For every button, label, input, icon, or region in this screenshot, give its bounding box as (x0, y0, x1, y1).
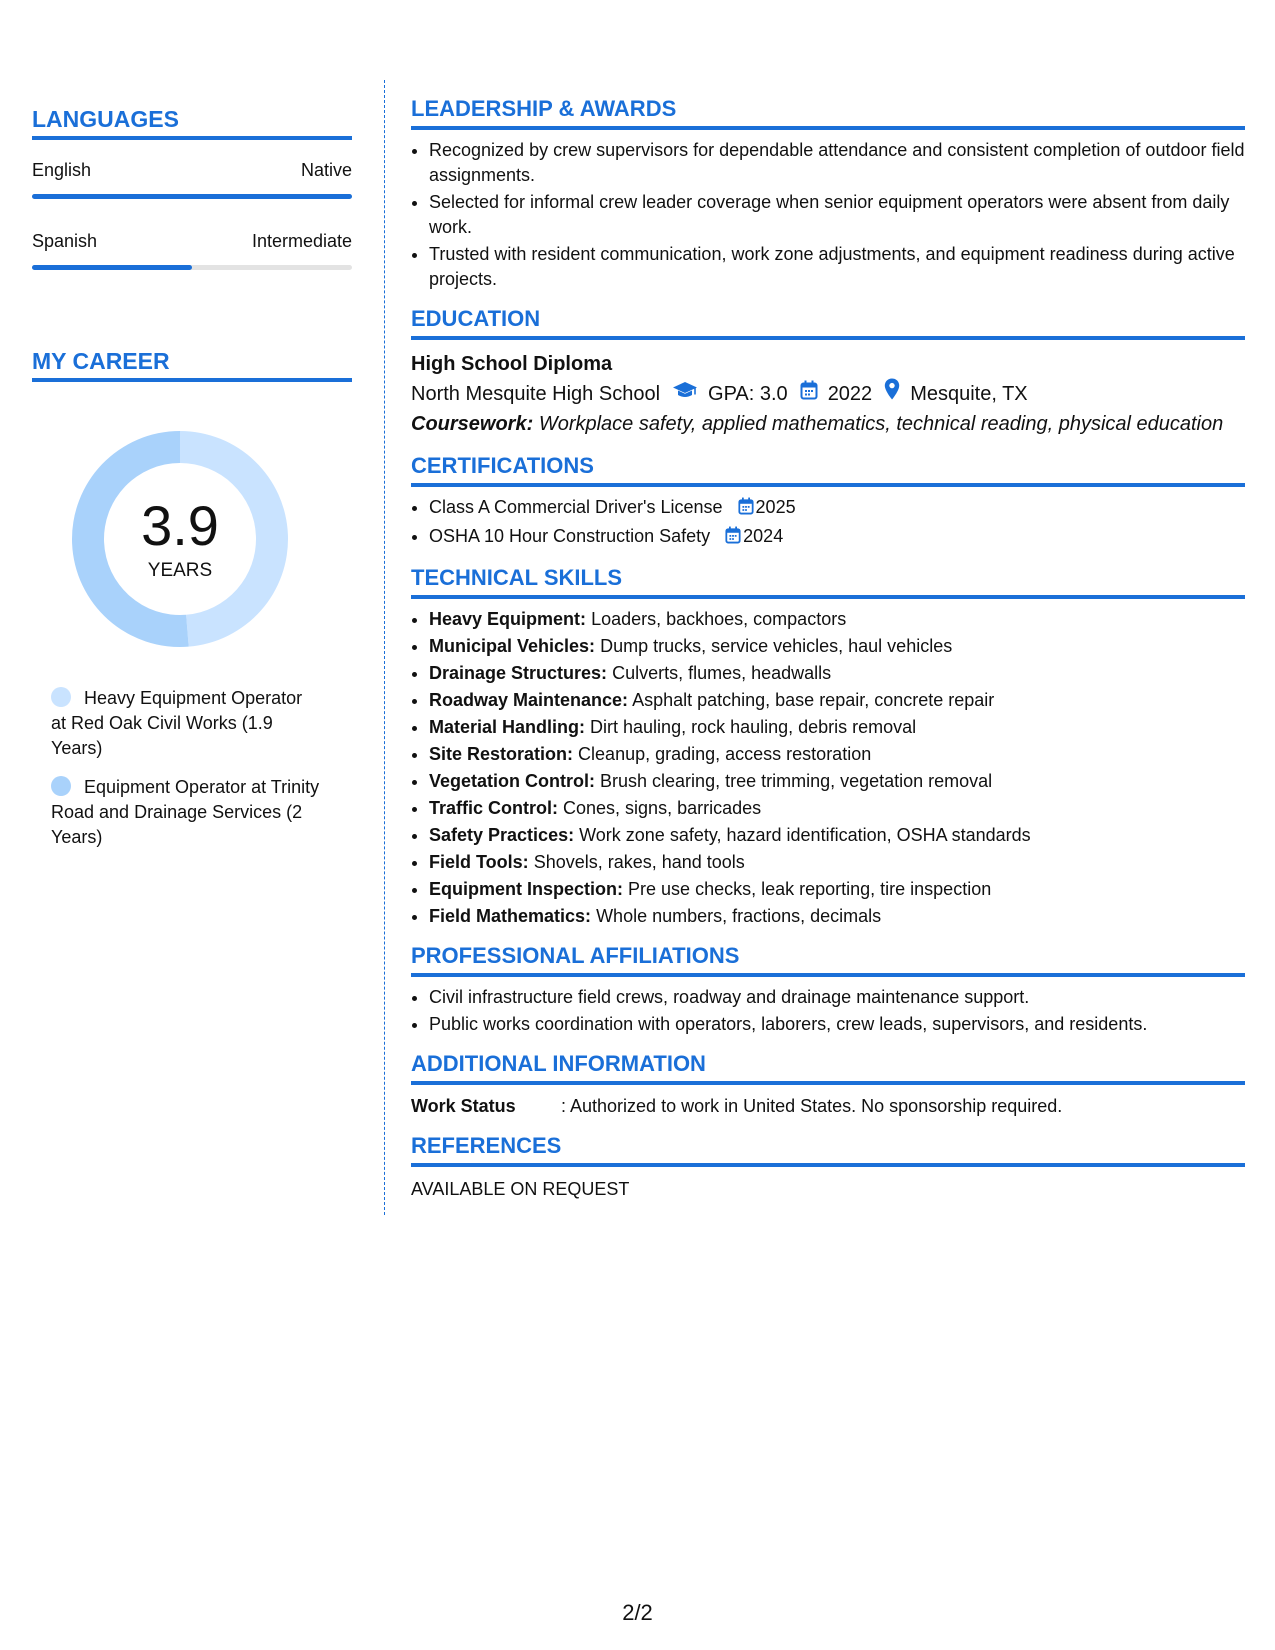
school-name: North Mesquite High School (411, 382, 661, 405)
language-english (32, 158, 352, 199)
list-item (429, 715, 1245, 740)
skill-text: Asphalt patching, base repair, concrete repair (632, 690, 995, 710)
skill-label: Safety Practices: (429, 825, 575, 845)
skill-text: Cleanup, grading, access restoration (578, 744, 872, 764)
certifications-title: CERTIFICATIONS (411, 451, 1245, 487)
references-section (411, 1131, 1245, 1201)
skill-label: Field Tools: (429, 852, 529, 872)
list-item (429, 524, 1245, 551)
list-item (429, 877, 1245, 902)
career-donut-chart (65, 424, 295, 654)
calendar-icon (725, 526, 741, 551)
skill-text: Shovels, rakes, hand tools (533, 852, 745, 872)
references-title: REFERENCES (411, 1131, 1245, 1167)
affiliations-section (411, 941, 1245, 1037)
gpa: GPA: 3.0 (708, 382, 788, 405)
coursework-label: Coursework: (411, 413, 534, 435)
coursework-text: Workplace safety, applied mathematics, technical reading, physical education (538, 413, 1224, 435)
skill-text: Brush clearing, tree trimming, vegetation removal (600, 771, 993, 791)
list-item (429, 796, 1245, 821)
certification-year: 2025 (755, 497, 796, 517)
affiliations-list (411, 985, 1245, 1037)
language-level: Intermediate (251, 231, 352, 251)
language-spanish (32, 229, 352, 270)
additional-info-section (411, 1049, 1245, 1119)
legend-dot (51, 776, 71, 796)
work-status-value: : Authorized to work in United States. No sponsorship required. (561, 1096, 1063, 1116)
work-status-label: Work Status (411, 1096, 516, 1116)
languages-title: LANGUAGES (32, 104, 352, 140)
coursework (411, 409, 1245, 439)
career-legend-item (51, 775, 321, 850)
skills-section (411, 563, 1245, 929)
skill-text: Whole numbers, fractions, decimals (596, 906, 882, 926)
skills-list (411, 607, 1245, 929)
leadership-title: LEADERSHIP & AWARDS (411, 94, 1245, 130)
certifications-section (411, 451, 1245, 551)
career-legend (51, 686, 321, 850)
career-years-unit: YEARS (147, 560, 213, 581)
list-item (429, 850, 1245, 875)
skill-label: Traffic Control: (429, 798, 558, 818)
location-pin-icon (884, 378, 900, 409)
list-item (429, 904, 1245, 929)
list-item (429, 634, 1245, 659)
list-item (429, 742, 1245, 767)
list-item: • Selected for informal crew leader coverage when senior equipment operators were absent from daily work. (429, 190, 1245, 240)
list-item (429, 607, 1245, 632)
list-item (429, 495, 1245, 522)
column-divider (384, 80, 385, 1215)
skill-label: Site Restoration: (429, 744, 574, 764)
left-column (32, 104, 352, 864)
education-title: EDUCATION (411, 304, 1245, 340)
calendar-icon (738, 497, 754, 522)
legend-label: Heavy Equipment Operator at Red Oak Civil Works (1.9 Years) (51, 688, 303, 758)
list-item: • Trusted with resident communication, work zone adjustments, and equipment readiness during active projects. (429, 242, 1245, 292)
work-status-row (411, 1093, 1245, 1119)
list-item: • Civil infrastructure field crews, roadway and drainage maintenance support. (429, 985, 1245, 1010)
graduation-year: 2022 (827, 382, 873, 405)
skill-label: Field Mathematics: (429, 906, 592, 926)
language-bar-track (32, 194, 352, 199)
language-bar-fill (32, 265, 192, 270)
skill-label: Vegetation Control: (429, 771, 595, 791)
skill-label: Heavy Equipment: (429, 609, 587, 629)
language-name: Spanish (32, 231, 98, 251)
certification-year: 2024 (743, 526, 784, 546)
list-item (429, 769, 1245, 794)
skill-text: Dump trucks, service vehicles, haul vehicles (600, 636, 953, 656)
additional-info-title: ADDITIONAL INFORMATION (411, 1049, 1245, 1085)
certification-name: Class A Commercial Driver's License (429, 497, 723, 517)
skill-text: Culverts, flumes, headwalls (612, 663, 832, 683)
legend-dot (51, 687, 71, 707)
career-total-years: 3.9 (141, 494, 219, 557)
skill-label: Material Handling: (429, 717, 586, 737)
skill-label: Drainage Structures: (429, 663, 608, 683)
skill-text: Pre use checks, leak reporting, tire inspection (628, 879, 992, 899)
page-number: 2/2 (622, 1600, 653, 1625)
language-level: Native (300, 160, 352, 180)
education-details (411, 378, 1245, 409)
right-column (411, 94, 1245, 1213)
graduation-cap-icon (672, 379, 698, 409)
leadership-list (411, 138, 1245, 292)
certifications-list (411, 495, 1245, 551)
skill-text: Work zone safety, hazard identification, OSHA standards (579, 825, 1031, 845)
language-name: English (32, 160, 92, 180)
skill-label: Roadway Maintenance: (429, 690, 629, 710)
skills-title: TECHNICAL SKILLS (411, 563, 1245, 599)
list-item (429, 823, 1245, 848)
list-item (429, 688, 1245, 713)
career-legend-item (51, 686, 321, 761)
affiliations-title: PROFESSIONAL AFFILIATIONS (411, 941, 1245, 977)
skill-text: Loaders, backhoes, compactors (591, 609, 847, 629)
skill-label: Municipal Vehicles: (429, 636, 596, 656)
list-item: • Public works coordination with operators, laborers, crew leads, supervisors, and residents. (429, 1012, 1245, 1037)
skill-label: Equipment Inspection: (429, 879, 624, 899)
skill-text: Cones, signs, barricades (563, 798, 762, 818)
school-location: Mesquite, TX (910, 382, 1028, 405)
leadership-section (411, 94, 1245, 292)
skill-text: Dirt hauling, rock hauling, debris removal (590, 717, 917, 737)
education-section (411, 304, 1245, 439)
degree: High School Diploma (411, 353, 613, 375)
career-title: MY CAREER (32, 346, 352, 382)
references-text: AVAILABLE ON REQUEST (411, 1179, 630, 1199)
list-item: • Recognized by crew supervisors for dependable attendance and consistent completion of outdoor field assignments. (429, 138, 1245, 188)
legend-label: Equipment Operator at Trinity Road and Drainage Services (2 Years) (51, 777, 320, 847)
calendar-icon (800, 379, 818, 409)
list-item (429, 661, 1245, 686)
language-bar-fill (32, 194, 352, 199)
certification-name: OSHA 10 Hour Construction Safety (429, 526, 711, 546)
language-bar-track (32, 265, 352, 270)
